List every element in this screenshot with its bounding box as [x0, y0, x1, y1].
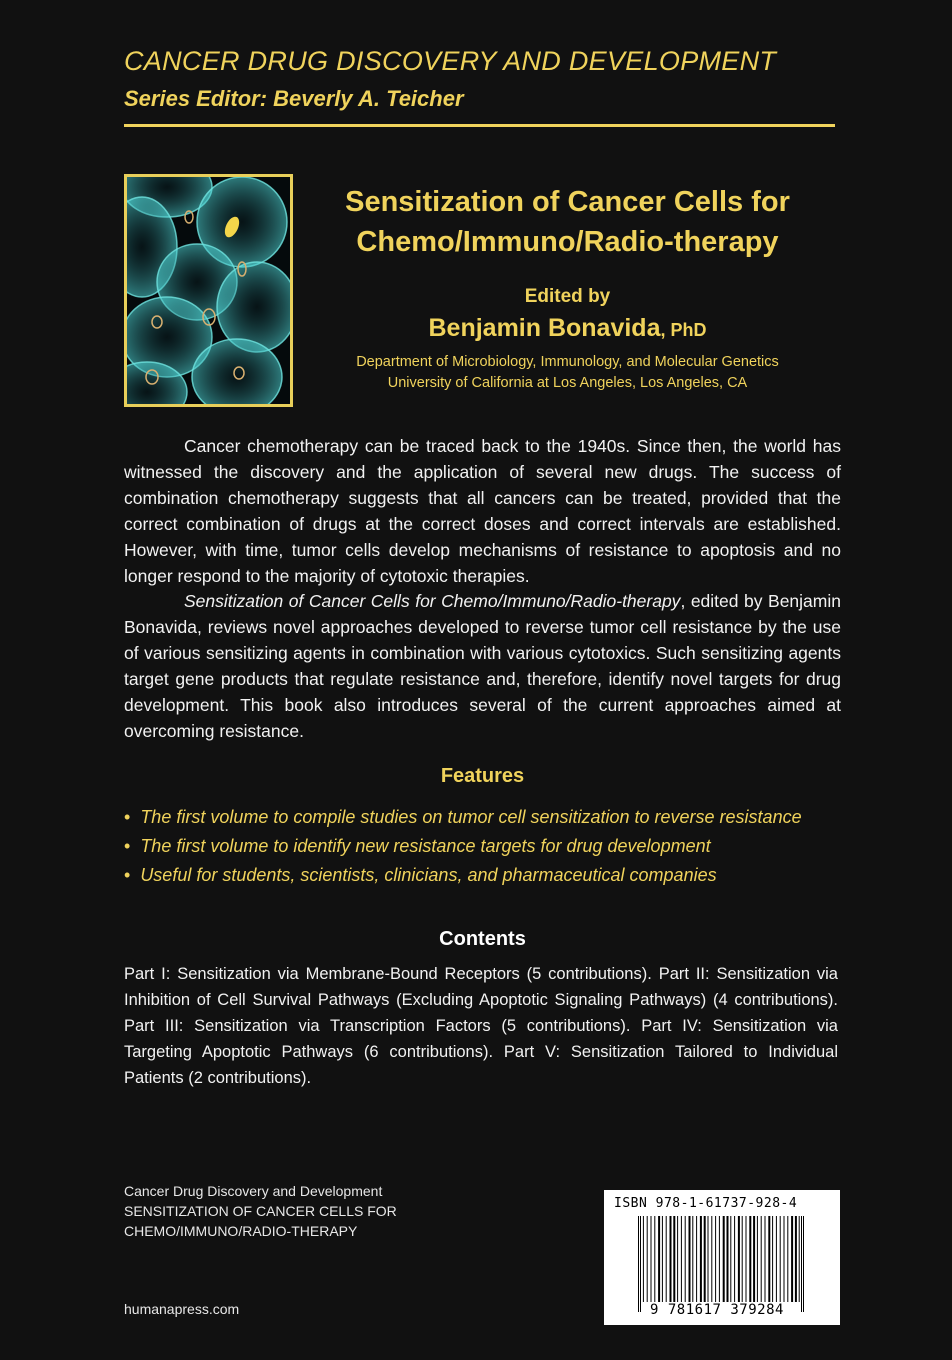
- barcode-bar: [799, 1216, 800, 1302]
- barcode-bar: [692, 1216, 693, 1302]
- barcode-bar: [670, 1216, 672, 1302]
- barcode-bar: [658, 1216, 660, 1302]
- barcode-bar: [791, 1216, 793, 1302]
- editor-affiliation: [300, 352, 835, 394]
- contents-text: Part I: Sensitization via Membrane-Bound Receptors (5 contributions). Part II: Sensitization via Inhibition of Cell Survival Pathways (Excluding Apoptotic Signaling Pathways) (4 contributions). Part III: Sensitization via Transcription Factors (5 contributions). Part IV: Sensitization via Targeting Apoptotic Pathways (6 contributions). Part V: Sensitization Tailored to Individual Patients (2 contributions).: [124, 965, 838, 1087]
- barcode-bar: [700, 1216, 702, 1302]
- university: University of California at Los Angeles, Los Angeles, CA: [387, 375, 748, 391]
- series-title: CANCER DRUG DISCOVERY AND DEVELOPMENT: [124, 46, 777, 76]
- barcode-bar: [761, 1216, 762, 1302]
- barcode-bar: [765, 1216, 766, 1302]
- barcode-bar: [704, 1216, 706, 1302]
- barcode-bar: [727, 1216, 729, 1302]
- header-divider: [124, 124, 835, 127]
- barcode-bar: [738, 1216, 740, 1302]
- barcode-bar: [730, 1216, 731, 1302]
- barcode-bar: [734, 1216, 735, 1302]
- feature-item: • The first volume to identify new resistance targets for drug development: [124, 832, 841, 861]
- barcode-bar: [662, 1216, 663, 1302]
- barcode-bar: [666, 1216, 667, 1302]
- footer-line-1: Cancer Drug Discovery and Development: [124, 1183, 383, 1199]
- barcode-bar: [654, 1216, 655, 1302]
- barcode-bar: [640, 1216, 641, 1312]
- editor-name: [300, 314, 835, 343]
- barcode-bar: [673, 1216, 675, 1302]
- description-paragraph-2: [124, 589, 841, 744]
- ean-number: 9 781617 379284: [650, 1302, 784, 1318]
- barcode-bar: [681, 1216, 682, 1302]
- book-title-line1: Sensitization of Cancer Cells for: [345, 186, 790, 218]
- isbn-number: ISBN 978-1-61737-928-4: [614, 1196, 798, 1211]
- footer-line-2: SENSITIZATION OF CANCER CELLS FOR: [124, 1203, 397, 1219]
- barcode-bar: [651, 1216, 652, 1302]
- barcode-bar: [803, 1216, 804, 1312]
- footer-series-info: [124, 1181, 397, 1241]
- barcode-bar: [715, 1216, 716, 1302]
- feature-item: • Useful for students, scientists, clinicians, and pharmaceutical companies: [124, 861, 841, 890]
- barcode-bar: [696, 1216, 697, 1302]
- barcode-bar: [723, 1216, 725, 1302]
- department: Department of Microbiology, Immunology, and Molecular Genetics: [356, 354, 779, 370]
- feature-item: • The first volume to compile studies on tumor cell sensitization to reverse resistance: [124, 803, 841, 832]
- barcode-bar: [719, 1216, 720, 1302]
- barcode-bar: [742, 1216, 743, 1302]
- features-list: [124, 803, 841, 890]
- barcode-bar: [708, 1216, 709, 1302]
- barcode-bar: [677, 1216, 678, 1302]
- barcode-bar: [784, 1216, 785, 1302]
- features-heading: Features: [440, 765, 525, 787]
- barcode-bar: [749, 1216, 751, 1302]
- cover-thumbnail-cells-image: [124, 174, 293, 407]
- barcode-bar: [685, 1216, 686, 1302]
- barcode-bar: [780, 1216, 781, 1302]
- description: [124, 434, 841, 745]
- barcode-bar: [638, 1216, 639, 1312]
- barcode-bar: [776, 1216, 777, 1302]
- barcode-bar: [772, 1216, 773, 1302]
- book-title-line2: Chemo/Immuno/Radio-therapy: [356, 226, 779, 258]
- book-title: [300, 182, 835, 262]
- barcode-bar: [787, 1216, 788, 1302]
- barcode-bar: [757, 1216, 758, 1302]
- publisher-website: humanapress.com: [124, 1301, 240, 1317]
- editor-name-text: Benjamin Bonavida: [428, 314, 661, 342]
- description-paragraph-2-text: , edited by Benjamin Bonavida, reviews novel approaches developed to reverse tumor cell resistance by the use of various sensitizing agents in combination with various cytotoxics. Such sensitizing agents target gene products that regulate resistance and, therefore, identify novel targets for drug development. This book also introduces several of the current approaches aimed at overcoming resistance.: [124, 591, 841, 741]
- series-editor: Series Editor: Beverly A. Teicher: [124, 86, 464, 111]
- barcode-bar: [801, 1216, 802, 1312]
- description-paragraph-1: Cancer chemotherapy can be traced back to the 1940s. Since then, the world has witnessed the discovery and the application of several new drugs. The success of combination chemotherapy suggests that all cancers can be treated, provided that the correct combination of drugs at the correct doses and correct intervals are established. However, with time, tumor cells develop mechanisms of resistance to apoptosis and no longer respond to the majority of cytotoxic therapies.: [124, 436, 841, 586]
- barcode-bar: [768, 1216, 770, 1302]
- isbn-barcode: [604, 1190, 840, 1325]
- book-title-italic: Sensitization of Cancer Cells for Chemo/Immuno/Radio-therapy: [184, 591, 681, 612]
- barcode-bar: [647, 1216, 648, 1302]
- barcode-bar: [643, 1216, 644, 1302]
- barcode-bar: [795, 1216, 797, 1302]
- barcode-bars: [624, 1216, 820, 1316]
- contents-heading: Contents: [439, 928, 526, 950]
- editor-degree: , PhD: [660, 320, 707, 340]
- edited-by-label: Edited by: [524, 286, 611, 307]
- barcode-bar: [746, 1216, 747, 1302]
- barcode-bar: [753, 1216, 755, 1302]
- barcode-bar: [711, 1216, 712, 1302]
- footer-line-3: CHEMO/IMMUNO/RADIO-THERAPY: [124, 1223, 358, 1239]
- barcode-bar: [689, 1216, 691, 1302]
